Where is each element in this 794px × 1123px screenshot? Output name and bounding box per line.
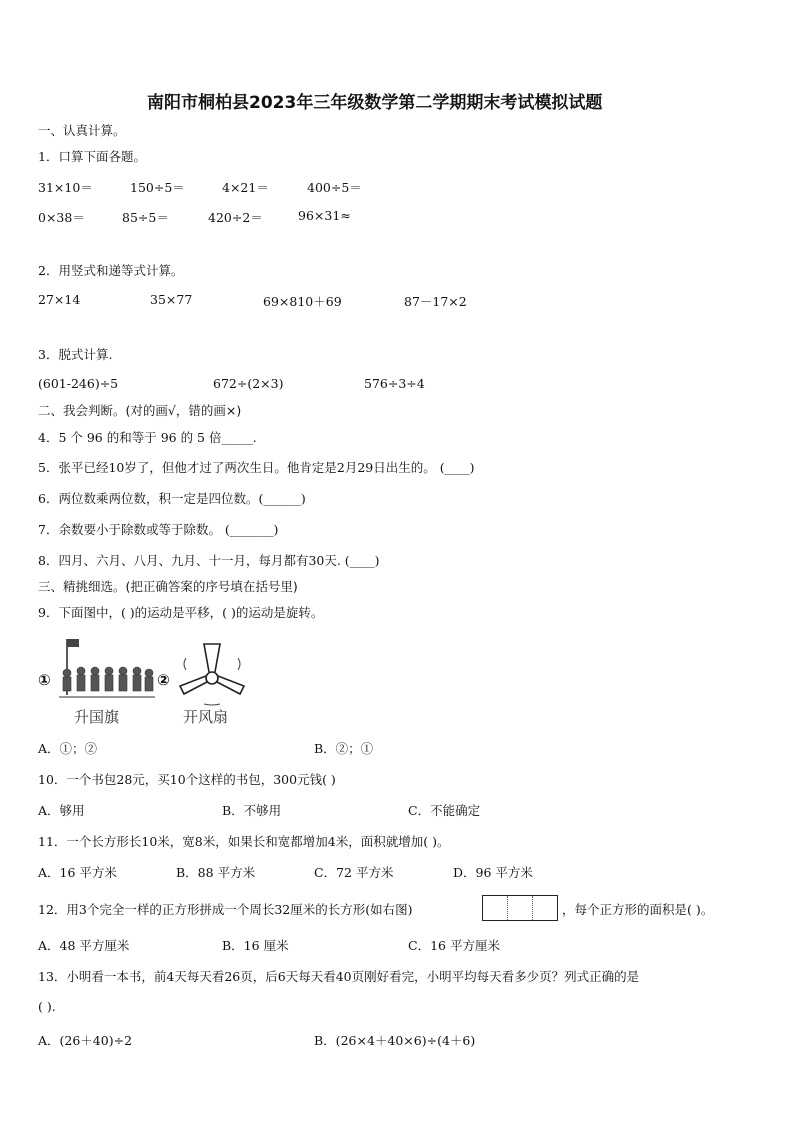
option-c: C．不能确定 [408, 803, 481, 818]
page-title: 南阳市桐柏县2023年三年级数学第二学期期末考试模拟试题 [147, 93, 603, 113]
calc-item: 4×21＝ [222, 180, 269, 195]
three-squares-rectangle-figure [482, 895, 558, 921]
question-12: 12．用3个完全一样的正方形拼成一个周长32厘米的长方形(如右图) [38, 902, 413, 917]
option-a: A．够用 [38, 803, 85, 818]
question-8: 8．四月、六月、八月、九月、十一月，每月都有30天. (____) [38, 553, 380, 568]
option-a: A．48 平方厘米 [38, 938, 130, 953]
question-3: 3．脱式计算. [38, 347, 113, 362]
figure-label-1: ① [38, 671, 51, 689]
option-b: B．16 厘米 [222, 938, 289, 953]
flag-raising-figure [55, 633, 155, 703]
option-b: B．88 平方米 [176, 865, 256, 880]
option-c: C．72 平方米 [314, 865, 394, 880]
question-13: 13．小明看一本书，前4天每天看26页，后6天每天看40页刚好看完，小明平均每天看多少页？列式正确的是 [38, 969, 640, 984]
option-b: B．②；① [314, 741, 374, 756]
calc-item: 87－17×2 [404, 294, 467, 309]
option-a: A．①；② [38, 741, 98, 756]
calc-item: 576÷3÷4 [364, 376, 425, 391]
calc-item: 150÷5＝ [130, 180, 185, 195]
section-heading-3: 三、精挑细选。(把正确答案的序号填在括号里) [38, 579, 298, 594]
section-heading-1: 一、认真计算。 [38, 123, 126, 138]
figure-caption-1: 升国旗 [74, 708, 120, 726]
calc-item: 31×10＝ [38, 180, 93, 195]
question-4: 4．5 个 96 的和等于 96 的 5 倍_____. [38, 430, 257, 445]
question-11: 11．一个长方形长10米，宽8米，如果长和宽都增加4米，面积就增加( )。 [38, 834, 450, 849]
option-a: A．16 平方米 [38, 865, 117, 880]
calc-item: 400÷5＝ [307, 180, 362, 195]
calc-item: 0×38＝ [38, 210, 85, 225]
calc-item: 96×31≈ [298, 208, 351, 223]
calc-item: 672÷(2×3) [213, 376, 284, 391]
question-1: 1．口算下面各题。 [38, 149, 146, 164]
calc-item: 420÷2＝ [208, 210, 263, 225]
figure-caption-2: 开风扇 [183, 708, 229, 726]
option-b: B．不够用 [222, 803, 282, 818]
question-2: 2．用竖式和递等式计算。 [38, 263, 184, 278]
question-6: 6．两位数乘两位数，积一定是四位数。(______) [38, 491, 306, 506]
fan-figure [176, 636, 246, 706]
question-7: 7．余数要小于除数或等于除数。 (_______) [38, 522, 279, 537]
section-heading-2: 二、我会判断。(对的画√，错的画×) [38, 403, 242, 418]
option-b: B．(26×4＋40×6)÷(4＋6) [314, 1033, 476, 1048]
question-9: 9．下面图中，( )的运动是平移，( )的运动是旋转。 [38, 605, 324, 620]
question-10: 10．一个书包28元，买10个这样的书包，300元钱( ) [38, 772, 336, 787]
calc-item: 35×77 [150, 292, 193, 307]
option-d: D．96 平方米 [453, 865, 533, 880]
option-c: C．16 平方厘米 [408, 938, 500, 953]
figure-label-2: ② [157, 671, 170, 689]
calc-item: (601-246)÷5 [38, 376, 119, 391]
question-5: 5．张平已经10岁了，但他才过了两次生日。他肯定是2月29日出生的。 (____) [38, 460, 475, 475]
question-13-continued: ( ). [38, 999, 56, 1014]
option-a: A．(26＋40)÷2 [38, 1033, 133, 1048]
calc-item: 69×810＋69 [263, 294, 342, 309]
question-12-continued: ，每个正方形的面积是( )。 [562, 902, 714, 917]
calc-item: 85÷5＝ [122, 210, 169, 225]
calc-item: 27×14 [38, 292, 81, 307]
